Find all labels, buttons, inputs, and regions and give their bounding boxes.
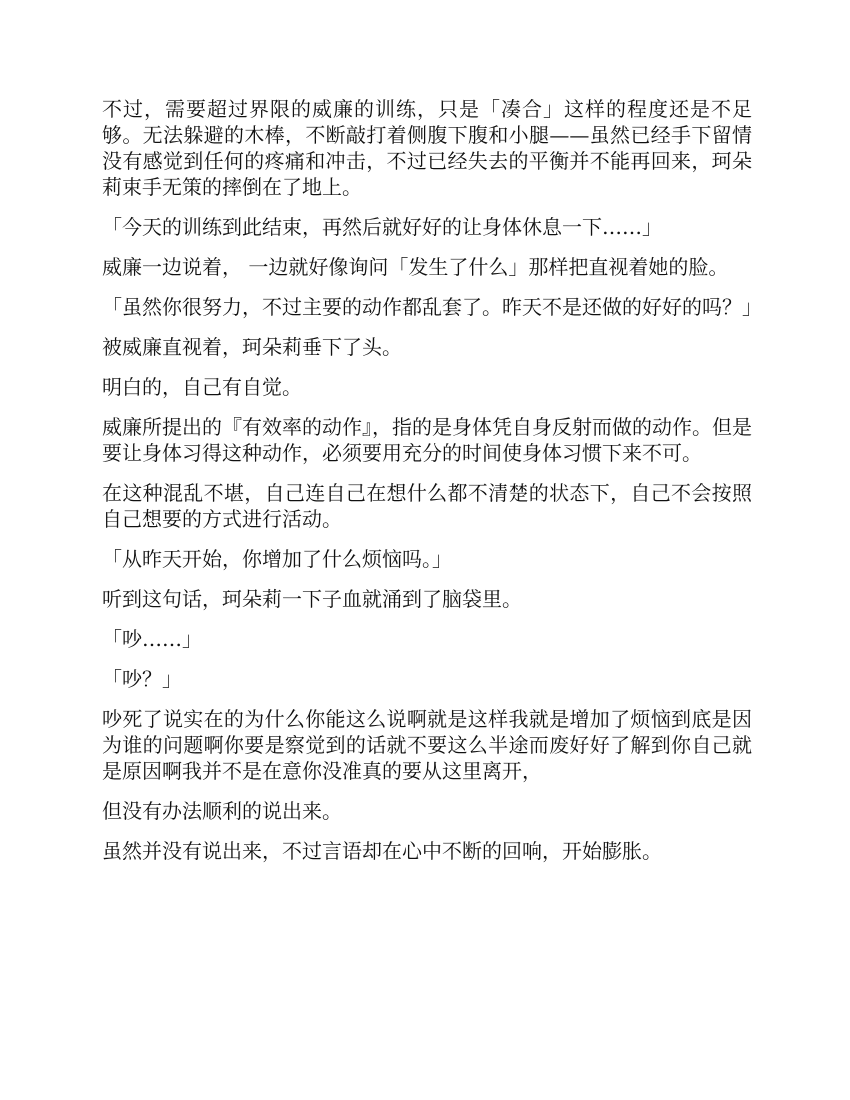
dialogue-new-worries: 「从昨天开始，你增加了什么烦恼吗。」: [102, 547, 452, 571]
paragraph-words-echo: 虽然并没有说出来，不过言语却在心中不断的回响，开始膨胀。: [102, 839, 662, 863]
paragraph-training-fall: 不过，需要超过界限的威廉的训练，只是「凑合」这样的程度还是不足够。无法躲避的木棒，不断敲打着侧腹下腹和小腿——虽然已经手下留情没有感觉到任何的疼痛和冲击，不过已经失去的平衡并不能再回来，珂朵莉束手无策的摔倒在了地上。: [102, 97, 752, 199]
dialogue-movements-messed: 「虽然你很努力，不过主要的动作都乱套了。昨天不是还做的好好的吗？」: [102, 295, 762, 319]
paragraph-self-aware: 明白的，自己有自觉。: [102, 375, 302, 399]
document-page: [102, 96, 762, 878]
paragraph-cannot-speak: 但没有办法顺利的说出来。: [102, 799, 342, 823]
paragraph-inner-rant: 吵死了说实在的为什么你能这么说啊就是这样我就是增加了烦恼到底是因为谁的问题啊你要是察觉到的话就不要这么半途而废好好了解到你自己就是原因啊我并不是在意你没准真的要从这里离开，: [102, 707, 752, 783]
dialogue-noisy-question: 「吵？」: [102, 667, 182, 691]
dialogue-training-end: 「今天的训练到此结束，再然后就好好的让身体休息一下……」: [102, 215, 662, 239]
paragraph-confusion: 在这种混乱不堪，自己连自己在想什么都不清楚的状态下，自己不会按照自己想要的方式进行活动。: [102, 481, 752, 531]
paragraph-head-down: 被威廉直视着，珂朵莉垂下了头。: [102, 335, 402, 359]
dialogue-noisy: 「吵……」: [102, 627, 202, 651]
paragraph-blood-rush: 听到这句话，珂朵莉一下子血就涌到了脑袋里。: [102, 587, 522, 611]
paragraph-efficient-movement: 威廉所提出的『有效率的动作』，指的是身体凭自身反射而做的动作。但是要让身体习得这种动作，必须要用充分的时间使身体习惯下来不可。: [102, 415, 752, 465]
paragraph-william-stare: 威廉一边说着， 一边就好像询问「发生了什么」那样把直视着她的脸。: [102, 255, 729, 279]
